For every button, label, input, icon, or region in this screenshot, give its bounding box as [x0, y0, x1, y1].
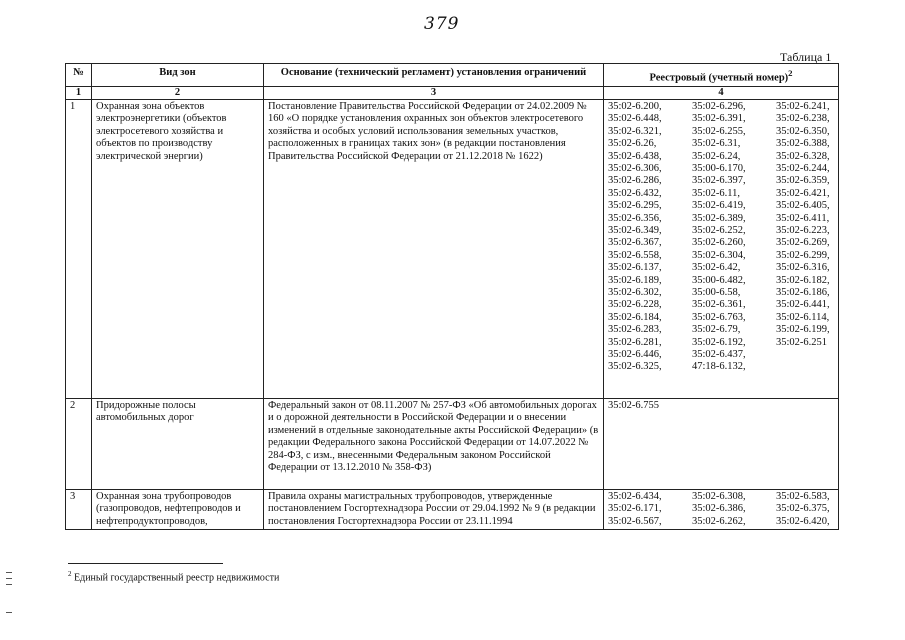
registry-number: 47:18-6.132,: [692, 361, 746, 373]
registry-number: 35:02-6.567,: [608, 515, 662, 527]
registry-number: 35:02-6.356,: [608, 212, 662, 224]
registry-number: 35:02-6.397,: [692, 175, 746, 187]
registry-number: 35:02-6.189,: [608, 274, 662, 286]
registry-number: 35:02-6.283,: [608, 324, 662, 336]
registry-number: 35:02-6.31,: [692, 138, 741, 150]
registry-number: 35:02-6.182,: [776, 274, 830, 286]
registry-grid: [608, 400, 834, 412]
registry-number: 35:02-6.200,: [608, 100, 662, 112]
registry-number: 35:02-6.441,: [776, 299, 830, 311]
restrictions-table: [65, 63, 839, 530]
registry-number: 35:02-6.375,: [776, 503, 830, 515]
registry-number: 35:02-6.255,: [692, 125, 746, 137]
registry-number: 35:02-6.350,: [776, 125, 830, 137]
margin-mark: [6, 584, 12, 585]
registry-number: 35:02-6.24,: [692, 150, 741, 162]
registry-number: 35:02-6.42,: [692, 262, 741, 274]
registry-number: 35:02-6.388,: [776, 138, 830, 150]
registry-number: 35:02-6.296,: [692, 100, 746, 112]
registry-number: 35:02-6.252,: [692, 224, 746, 236]
row-number: 2: [66, 398, 92, 489]
registry-number: 35:02-6.328,: [776, 150, 830, 162]
column-number: 2: [92, 86, 264, 99]
restriction-basis: Правила охраны магистральных трубопроводов, утвержденные постановлением Госгортехнадзора России от 29.04.1992 № 9 (в редакции постановления Госгортехнадзора России от 23.11.1994: [264, 489, 604, 529]
table-row: [66, 398, 839, 489]
registry-number: 35:02-6.421,: [776, 187, 830, 199]
margin-mark: [6, 612, 12, 613]
footnote-marker: 2: [68, 570, 72, 578]
footnote: [68, 570, 279, 583]
registry-number: 35:02-6.299,: [776, 249, 830, 261]
header-registry-label: Реестровый (учетный номер): [649, 72, 789, 84]
registry-number: 35:02-6.269,: [776, 237, 830, 249]
page-number: 379: [424, 14, 460, 34]
registry-number: 35:02-6.386,: [692, 503, 746, 515]
registry-number: 35:02-6.244,: [776, 162, 830, 174]
column-numbers-row: [66, 86, 839, 99]
table-caption: Таблица 1: [780, 50, 832, 64]
registry-number: [776, 361, 839, 373]
registry-number: 35:02-6.359,: [776, 175, 830, 187]
row-number: 1: [66, 99, 92, 398]
registry-number: 35:02-6.308,: [692, 490, 746, 502]
registry-number: 35:02-6.349,: [608, 224, 662, 236]
margin-mark: [6, 572, 12, 573]
registry-number: 35:02-6.223,: [776, 224, 830, 236]
registry-number: 35:02-6.411,: [776, 212, 830, 224]
registry-number: 35:02-6.251: [776, 336, 828, 348]
registry-number: 35:02-6.11,: [692, 187, 741, 199]
registry-number: 35:02-6.184,: [608, 311, 662, 323]
header-registry-number: [604, 64, 839, 87]
margin-mark: [6, 578, 12, 579]
table-header-row: [66, 64, 839, 87]
registry-numbers: [604, 489, 839, 529]
restriction-basis: Постановление Правительства Российской Федерации от 24.02.2009 № 160 «О порядке установления охранных зон объектов электросетевого хозяйства и особых условий использования земельных участков, расположенных в границах таких зон» (в редакции постановления Правительства Российской Федерации от 21.12.2018 № 1622): [264, 99, 604, 398]
registry-number: 35:02-6.405,: [776, 200, 830, 212]
registry-number: 35:02-6.321,: [608, 125, 662, 137]
registry-number: 35:02-6.228,: [608, 299, 662, 311]
registry-number: 35:02-6.316,: [776, 262, 830, 274]
registry-number: 35:00-6.482,: [692, 274, 746, 286]
registry-numbers: [604, 99, 839, 398]
registry-number: 35:02-6.389,: [692, 212, 746, 224]
registry-number: 35:02-6.238,: [776, 113, 830, 125]
column-number: 4: [604, 86, 839, 99]
registry-number: 35:02-6.192,: [692, 336, 746, 348]
registry-number: 35:02-6.281,: [608, 336, 662, 348]
registry-number: 35:02-6.26,: [608, 138, 657, 150]
header-basis: Основание (технический регламент) установления ограничений: [264, 64, 604, 87]
registry-number: 35:02-6.448,: [608, 113, 662, 125]
row-number: 3: [66, 489, 92, 529]
registry-number: 35:02-6.391,: [692, 113, 746, 125]
registry-number: 35:02-6.171,: [608, 503, 662, 515]
registry-number: 35:02-6.438,: [608, 150, 662, 162]
registry-number: 35:02-6.186,: [776, 287, 830, 298]
registry-number: 35:02-6.583,: [776, 490, 830, 502]
zone-type: Придорожные полосы автомобильных дорог: [92, 398, 264, 489]
registry-number: [776, 349, 839, 361]
registry-number: 35:02-6.262,: [692, 515, 746, 527]
registry-number: 35:02-6.419,: [692, 200, 746, 212]
registry-number: 35:02-6.763,: [692, 311, 746, 323]
header-number: №: [66, 64, 92, 87]
registry-number: 35:02-6.260,: [692, 237, 746, 249]
zone-type: Охранная зона объектов электроэнергетики (объектов электросетевого хозяйства и объектов по производству электрической энергии): [92, 99, 264, 398]
footnote-ref: 2: [788, 68, 793, 78]
registry-grid: [608, 491, 834, 528]
column-number: 1: [66, 86, 92, 99]
registry-number: 35:02-6.302,: [608, 287, 662, 298]
registry-number: 35:02-6.295,: [608, 200, 662, 212]
registry-number: 35:02-6.114,: [776, 311, 830, 323]
registry-number: 35:02-6.286,: [608, 175, 662, 187]
registry-number: 35:02-6.199,: [776, 324, 830, 336]
registry-number: 35:02-6.434,: [608, 490, 662, 502]
registry-number: 35:02-6.306,: [608, 162, 662, 174]
restriction-basis: Федеральный закон от 08.11.2007 № 257-ФЗ «Об автомобильных дорогах и о дорожной деятельности в Российской Федерации и о внесении изменений в отдельные законодательные акты Российской Федерации» (в редакции Федерального закона Российской Федерации от 14.07.2022 № 284-ФЗ, с изм., внесенными Федеральным законом Российской Федерации от 13.12.2010 № 358-ФЗ): [264, 398, 604, 489]
header-zone-type: Вид зон: [92, 64, 264, 87]
registry-number: 35:02-6.137,: [608, 262, 662, 274]
registry-number: 35:02-6.361,: [692, 299, 746, 311]
registry-number: 35:02-6.241,: [776, 100, 830, 112]
column-number: 3: [264, 86, 604, 99]
registry-number: 35:02-6.304,: [692, 249, 746, 261]
registry-number: 35:02-6.367,: [608, 237, 662, 249]
registry-number: 35:02-6.420,: [776, 515, 830, 527]
registry-number: 35:02-6.79,: [692, 324, 741, 336]
footnote-text: Единый государственный реестр недвижимости: [74, 572, 280, 584]
registry-number: 35:02-6.437,: [692, 349, 746, 361]
registry-numbers: [604, 398, 839, 489]
registry-number: 35:02-6.558,: [608, 249, 662, 261]
registry-grid: [608, 101, 834, 374]
registry-number: 35:02-6.446,: [608, 349, 662, 361]
table-row: [66, 489, 839, 529]
registry-number: 35:00-6.170,: [692, 162, 746, 174]
registry-number: 35:02-6.325,: [608, 361, 662, 373]
registry-number: 35:00-6.58,: [692, 287, 741, 298]
footnote-divider: [68, 563, 223, 564]
zone-type: Охранная зона трубопроводов (газопроводов, нефтепроводов и нефтепродуктопроводов,: [92, 489, 264, 529]
registry-number: 35:02-6.432,: [608, 187, 662, 199]
registry-number: 35:02-6.755: [608, 399, 660, 411]
table-row: [66, 99, 839, 398]
